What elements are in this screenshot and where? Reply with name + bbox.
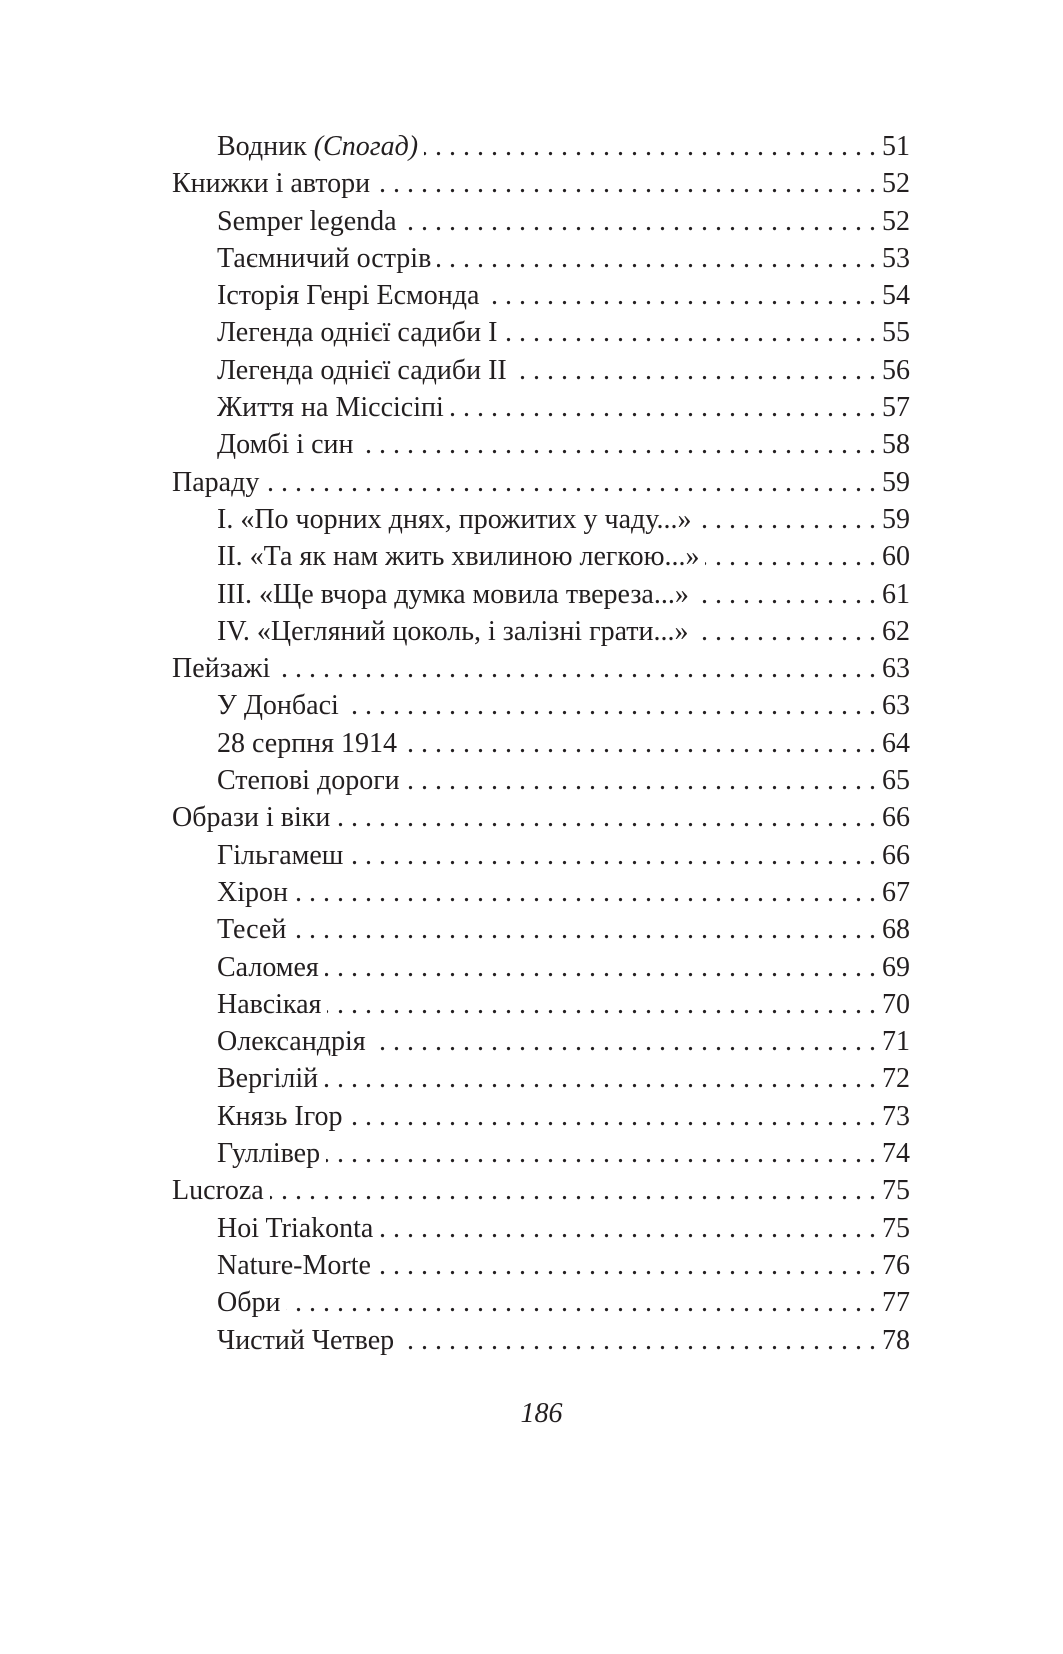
- toc-entry-page: 51: [882, 131, 910, 162]
- entry-title-text: Вергілій: [217, 1063, 319, 1095]
- toc-entry: [172, 1247, 910, 1284]
- dot-leader: [348, 1098, 876, 1135]
- toc-entry: [172, 576, 910, 613]
- toc-entry-title: [172, 1172, 270, 1209]
- toc-entry: [172, 464, 910, 501]
- toc-entry: [172, 426, 910, 463]
- toc-entry-page: 52: [882, 205, 910, 237]
- toc-entry-title: [217, 1098, 348, 1135]
- dot-leader: [403, 203, 876, 240]
- entry-title-text: Гуллівер: [217, 1138, 321, 1170]
- toc-entry-page: 64: [882, 727, 910, 759]
- toc-entry-page: 75: [882, 1175, 910, 1207]
- entry-title-text: II. «Та як нам жить хвилиною легкою...»: [217, 541, 700, 573]
- toc-entry-page: 67: [882, 876, 910, 908]
- toc-entry: [172, 501, 910, 538]
- toc-entry: [172, 277, 910, 314]
- dot-leader: [695, 576, 876, 613]
- toc-entry: [172, 986, 910, 1023]
- toc-entry: [172, 203, 910, 240]
- toc-entry: [172, 1172, 910, 1209]
- toc-entry-page: 58: [882, 429, 910, 461]
- toc-entry-title: [217, 949, 325, 986]
- toc-entry: [172, 650, 910, 687]
- toc-entry-title: [217, 1023, 372, 1060]
- toc-entry-title: [217, 277, 485, 314]
- toc-entry: [172, 389, 910, 426]
- toc-entry-page: 60: [882, 541, 910, 573]
- toc-entry: [172, 725, 910, 762]
- toc-entry: [172, 799, 910, 836]
- toc-entry-page: 61: [882, 578, 910, 610]
- toc-entry-page: 71: [882, 1026, 910, 1058]
- entry-title-text: Обри: [217, 1287, 281, 1319]
- toc-entry-title: [217, 352, 513, 389]
- toc-entry: [172, 538, 910, 575]
- toc-entry-page: 77: [882, 1287, 910, 1319]
- toc-entry-title: [217, 986, 327, 1023]
- toc-entry-page: 74: [882, 1138, 910, 1170]
- dot-leader: [292, 911, 876, 948]
- toc-entry-title: [172, 464, 265, 501]
- toc-entry-page: 63: [882, 653, 910, 685]
- dot-leader: [372, 1023, 876, 1060]
- entry-title-text: Навсікая: [217, 988, 322, 1020]
- toc-entry-page: 68: [882, 914, 910, 946]
- entry-title-text: Життя на Міссісіпі: [217, 392, 444, 424]
- entry-title-text: Пейзажі: [172, 653, 271, 685]
- dot-leader: [376, 165, 876, 202]
- toc-entry-title: [172, 650, 276, 687]
- toc-entry-title: [217, 1284, 286, 1321]
- toc-entry-title: [217, 1135, 326, 1172]
- dot-leader: [286, 1284, 876, 1321]
- entry-title-text: III. «Ще вчора думка мовила твереза...»: [217, 578, 689, 610]
- entry-title-text: Hoi Triakonta: [217, 1212, 374, 1244]
- entry-title-text: Водник: [217, 131, 307, 162]
- toc-entry: [172, 240, 910, 277]
- toc-entry-page: 70: [882, 988, 910, 1020]
- toc-entry: [172, 762, 910, 799]
- toc-entry-title: [217, 1060, 324, 1097]
- toc-entry-title: [217, 576, 695, 613]
- toc-entry: [172, 687, 910, 724]
- entry-title-text: Степові дороги: [217, 765, 400, 797]
- toc-entry-page: 53: [882, 242, 910, 274]
- dot-leader: [276, 650, 876, 687]
- entry-title-text: Semper legenda: [217, 205, 397, 237]
- toc-entry-title: [217, 314, 503, 351]
- toc-entry-page: 56: [882, 354, 910, 386]
- toc-entry-title: [217, 762, 406, 799]
- toc-entry-title: [217, 426, 360, 463]
- entry-title-text: Чистий Четвер: [217, 1324, 395, 1356]
- dot-leader: [324, 1060, 876, 1097]
- entry-title-text: Олександрія: [217, 1026, 366, 1058]
- toc-entry-page: 65: [882, 765, 910, 797]
- toc-entry-title: [217, 538, 705, 575]
- toc-entry-title: [217, 240, 437, 277]
- toc-entry-page: 66: [882, 802, 910, 834]
- dot-leader: [698, 501, 877, 538]
- toc-entry: [172, 1135, 910, 1172]
- page-number: 186: [520, 1398, 563, 1429]
- toc-entry: [172, 1210, 910, 1247]
- dot-leader: [503, 314, 876, 351]
- dot-leader: [349, 837, 876, 874]
- dot-leader: [377, 1247, 876, 1284]
- toc-entry-page: 52: [882, 168, 910, 200]
- toc-entry: [172, 314, 910, 351]
- toc-entry-page: 63: [882, 690, 910, 722]
- toc-entry-title: [217, 911, 292, 948]
- toc-entry-title: [217, 389, 450, 426]
- toc-entry: [172, 1060, 910, 1097]
- entry-title-text: Nature-Morte: [217, 1249, 371, 1281]
- toc-entry: [172, 1098, 910, 1135]
- entry-title-text: 28 серпня 1914: [217, 727, 398, 759]
- dot-leader: [379, 1210, 876, 1247]
- toc-entry: [172, 128, 910, 165]
- toc-entry-title: [217, 837, 349, 874]
- toc-entry-title: [217, 874, 294, 911]
- toc-entry: [172, 165, 910, 202]
- toc-entry-title: [217, 501, 698, 538]
- toc-entry-title: [217, 1322, 400, 1359]
- entry-title-text: У Донбасі: [217, 690, 339, 722]
- toc-entry-page: 62: [882, 615, 910, 647]
- toc-entry: [172, 1023, 910, 1060]
- entry-title-text: Князь Ігор: [217, 1100, 343, 1132]
- toc-entry-page: 75: [882, 1212, 910, 1244]
- toc-entry-title: [217, 1210, 379, 1247]
- table-of-contents: [172, 128, 910, 1359]
- toc-entry-page: 73: [882, 1100, 910, 1132]
- entry-title-text: Гільгамеш: [217, 839, 344, 871]
- entry-title-text: Образи і віки: [172, 802, 331, 834]
- toc-entry-title: [217, 203, 403, 240]
- toc-entry-page: 59: [882, 466, 910, 498]
- entry-title-text: Легенда однієї садиби I: [217, 317, 498, 349]
- entry-title-text: Історія Генрі Есмонда: [217, 280, 480, 312]
- toc-entry: [172, 949, 910, 986]
- toc-entry: [172, 352, 910, 389]
- toc-entry-title: [217, 1247, 377, 1284]
- entry-title-text: Тесей: [217, 914, 287, 946]
- dot-leader: [400, 1322, 876, 1359]
- toc-entry: [172, 911, 910, 948]
- dot-leader: [294, 874, 876, 911]
- toc-entry-title: [172, 799, 336, 836]
- entry-title-text: Параду: [172, 466, 260, 498]
- dot-leader: [406, 762, 876, 799]
- entry-title-text: Легенда однієї садиби II: [217, 354, 507, 386]
- entry-title-text: IV. «Цегляний цоколь, і залізні грати...»: [217, 615, 689, 647]
- dot-leader: [695, 613, 877, 650]
- dot-leader: [326, 1135, 876, 1172]
- toc-entry-page: 78: [882, 1324, 910, 1356]
- dot-leader: [327, 986, 876, 1023]
- toc-entry: [172, 1284, 910, 1321]
- toc-entry-page: 76: [882, 1249, 910, 1281]
- toc-entry-page: 57: [882, 392, 910, 424]
- toc-entry-title: [217, 687, 345, 724]
- dot-leader: [437, 240, 876, 277]
- toc-entry-title: [217, 725, 403, 762]
- toc-entry-page: 55: [882, 317, 910, 349]
- toc-entry: [172, 613, 910, 650]
- entry-title-text: Книжки і автори: [172, 168, 371, 200]
- dot-leader: [325, 949, 876, 986]
- entry-title-text: Таємничий острів: [217, 242, 432, 274]
- entry-title-text: Домбі і син: [217, 429, 354, 461]
- entry-title-text: Саломея: [217, 951, 319, 983]
- dot-leader: [270, 1172, 876, 1209]
- entry-title-text: Хірон: [217, 876, 288, 908]
- toc-entry-title: [217, 128, 424, 165]
- toc-entry-page: 54: [882, 280, 910, 312]
- toc-entry: [172, 874, 910, 911]
- dot-leader: [345, 687, 876, 724]
- toc-entry-page: 66: [882, 839, 910, 871]
- toc-entry: [172, 1322, 910, 1359]
- dot-leader: [450, 389, 876, 426]
- dot-leader: [403, 725, 876, 762]
- dot-leader: [513, 352, 876, 389]
- toc-entry-page: 72: [882, 1063, 910, 1095]
- dot-leader: [424, 128, 876, 165]
- toc-entry-page: 59: [882, 503, 910, 535]
- toc-entry-title: [172, 165, 376, 202]
- dot-leader: [485, 277, 876, 314]
- toc-entry-page: 69: [882, 951, 910, 983]
- toc-entry-title: [217, 613, 695, 650]
- entry-subtitle: (Спогад): [313, 131, 419, 162]
- toc-entry: [172, 837, 910, 874]
- dot-leader: [360, 426, 877, 463]
- entry-title-text: I. «По чорних днях, прожитих у чаду...»: [217, 503, 692, 535]
- entry-title-text: Lucroza: [172, 1175, 264, 1207]
- dot-leader: [705, 538, 876, 575]
- dot-leader: [336, 799, 876, 836]
- dot-leader: [265, 464, 876, 501]
